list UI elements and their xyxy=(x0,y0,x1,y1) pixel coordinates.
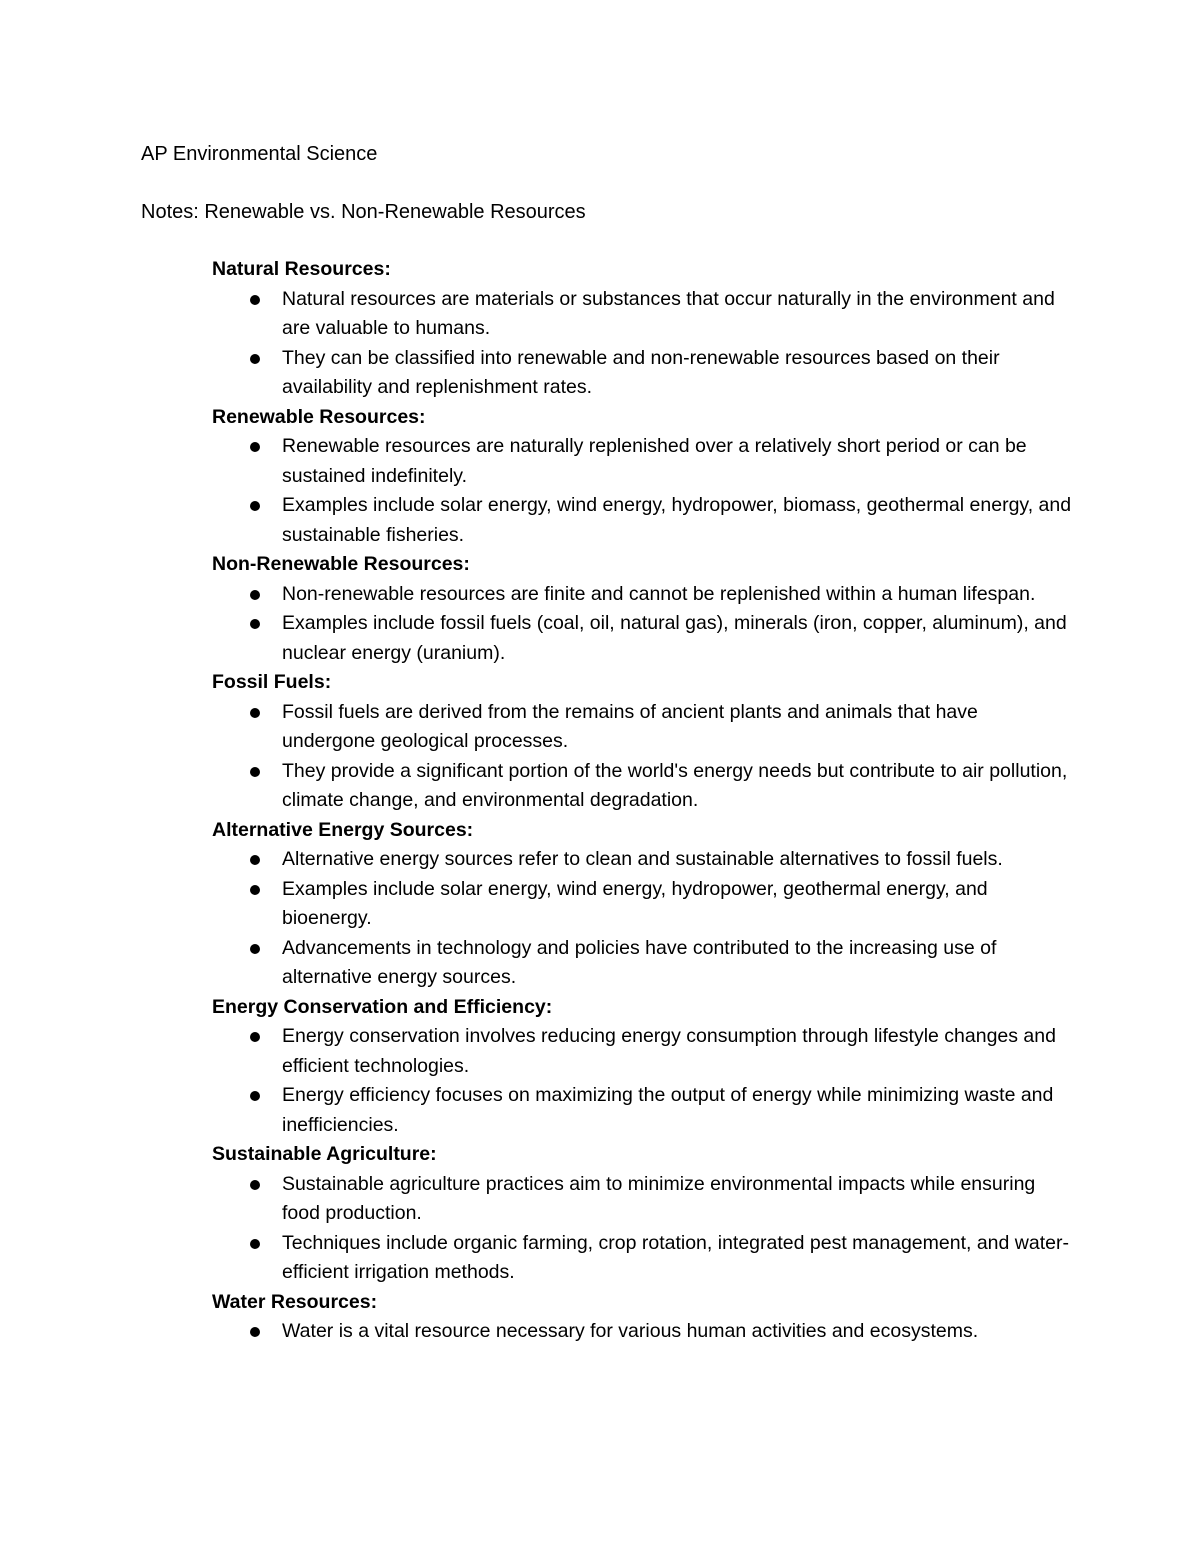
bullet-list xyxy=(212,1022,1072,1140)
bullet-text: Energy conservation involves reducing energy consumption through lifestyle changes and efficient technologies. xyxy=(282,1025,1056,1077)
bullet-item xyxy=(212,1022,1072,1081)
bullet-dot-icon xyxy=(250,442,260,452)
notes-section xyxy=(212,550,1072,668)
bullet-list xyxy=(212,698,1072,816)
bullet-text: Natural resources are materials or substances that occur naturally in the environment and are valuable to humans. xyxy=(282,287,1055,339)
section-heading: Fossil Fuels: xyxy=(212,671,332,693)
bullet-item xyxy=(212,875,1072,934)
bullet-item xyxy=(212,285,1072,344)
bullet-text: Energy efficiency focuses on maximizing the output of energy while minimizing waste and inefficiencies. xyxy=(282,1084,1054,1136)
section-heading: Alternative Energy Sources: xyxy=(212,818,474,841)
notes-section xyxy=(212,403,1072,551)
bullet-dot-icon xyxy=(250,1180,260,1190)
bullet-text: Examples include fossil fuels (coal, oil, natural gas), minerals (iron, copper, aluminum), and nuclear energy (uranium). xyxy=(282,612,1067,664)
bullet-dot-icon xyxy=(250,295,260,305)
bullet-item xyxy=(212,698,1072,757)
bullet-dot-icon xyxy=(250,1327,260,1337)
bullet-item xyxy=(212,580,1072,610)
bullet-text: Sustainable agriculture practices aim to minimize environmental impacts while ensuring food production. xyxy=(282,1172,1036,1224)
bullet-item xyxy=(212,491,1072,550)
notes-section xyxy=(212,255,1072,403)
bullet-list xyxy=(212,845,1072,993)
bullet-dot-icon xyxy=(250,1032,260,1042)
bullet-dot-icon xyxy=(250,885,260,895)
notes-title: Notes: Renewable vs. Non-Renewable Resources xyxy=(141,201,586,223)
bullet-item xyxy=(212,1170,1072,1229)
notes-section xyxy=(212,816,1072,993)
bullet-dot-icon xyxy=(250,354,260,364)
bullet-text: Examples include solar energy, wind energy, hydropower, geothermal energy, and bioenergy. xyxy=(282,877,988,929)
bullet-dot-icon xyxy=(250,501,260,511)
bullet-text: Techniques include organic farming, crop rotation, integrated pest management, and water-efficient irrigation methods. xyxy=(282,1231,1069,1283)
bullet-text: Examples include solar energy, wind energy, hydropower, biomass, geothermal energy, and sustainable fisheries. xyxy=(282,494,1072,546)
bullet-list xyxy=(212,432,1072,550)
notes-section xyxy=(212,668,1072,816)
bullet-item xyxy=(212,934,1072,993)
bullet-text: Alternative energy sources refer to clean and sustainable alternatives to fossil fuels. xyxy=(282,848,1003,870)
bullet-dot-icon xyxy=(250,855,260,865)
section-heading: Energy Conservation and Efficiency: xyxy=(212,995,553,1018)
section-heading: Renewable Resources: xyxy=(212,405,426,428)
bullet-list xyxy=(212,285,1072,403)
bullet-dot-icon xyxy=(250,590,260,600)
bullet-dot-icon xyxy=(250,944,260,954)
bullet-text: They provide a significant portion of the world's energy needs but contribute to air pollution, climate change, and environmental degradation. xyxy=(282,759,1068,811)
bullet-item xyxy=(212,1317,1072,1347)
notes-section xyxy=(212,1140,1072,1288)
bullet-item xyxy=(212,1229,1072,1288)
bullet-text: They can be classified into renewable and non-renewable resources based on their availability and replenishment rates. xyxy=(282,346,1000,398)
bullet-list xyxy=(212,580,1072,669)
bullet-text: Fossil fuels are derived from the remains of ancient plants and animals that have undergone geological processes. xyxy=(282,700,978,752)
bullet-text: Advancements in technology and policies have contributed to the increasing use of alternative energy sources. xyxy=(282,936,997,988)
bullet-list xyxy=(212,1317,1072,1347)
bullet-dot-icon xyxy=(250,767,260,777)
bullet-item xyxy=(212,1081,1072,1140)
bullet-list xyxy=(212,1170,1072,1288)
section-heading: Water Resources: xyxy=(212,1290,378,1313)
bullet-item xyxy=(212,432,1072,491)
section-heading: Non-Renewable Resources: xyxy=(212,553,470,575)
bullet-dot-icon xyxy=(250,619,260,629)
notes-section xyxy=(212,1288,1072,1347)
bullet-item xyxy=(212,609,1072,668)
bullet-item xyxy=(212,344,1072,403)
bullet-item xyxy=(212,845,1072,875)
bullet-text: Non-renewable resources are finite and cannot be replenished within a human lifespan. xyxy=(282,582,1036,605)
notes-content xyxy=(212,255,1072,1347)
notes-section xyxy=(212,993,1072,1141)
bullet-item xyxy=(212,757,1072,816)
bullet-text: Water is a vital resource necessary for various human activities and ecosystems. xyxy=(282,1320,979,1342)
course-title: AP Environmental Science xyxy=(141,143,378,165)
bullet-dot-icon xyxy=(250,1239,260,1249)
bullet-dot-icon xyxy=(250,1091,260,1101)
section-heading: Sustainable Agriculture: xyxy=(212,1143,437,1165)
bullet-text: Renewable resources are naturally replenished over a relatively short period or can be sustained indefinitely. xyxy=(282,435,1027,487)
bullet-dot-icon xyxy=(250,708,260,718)
section-heading: Natural Resources: xyxy=(212,258,391,280)
